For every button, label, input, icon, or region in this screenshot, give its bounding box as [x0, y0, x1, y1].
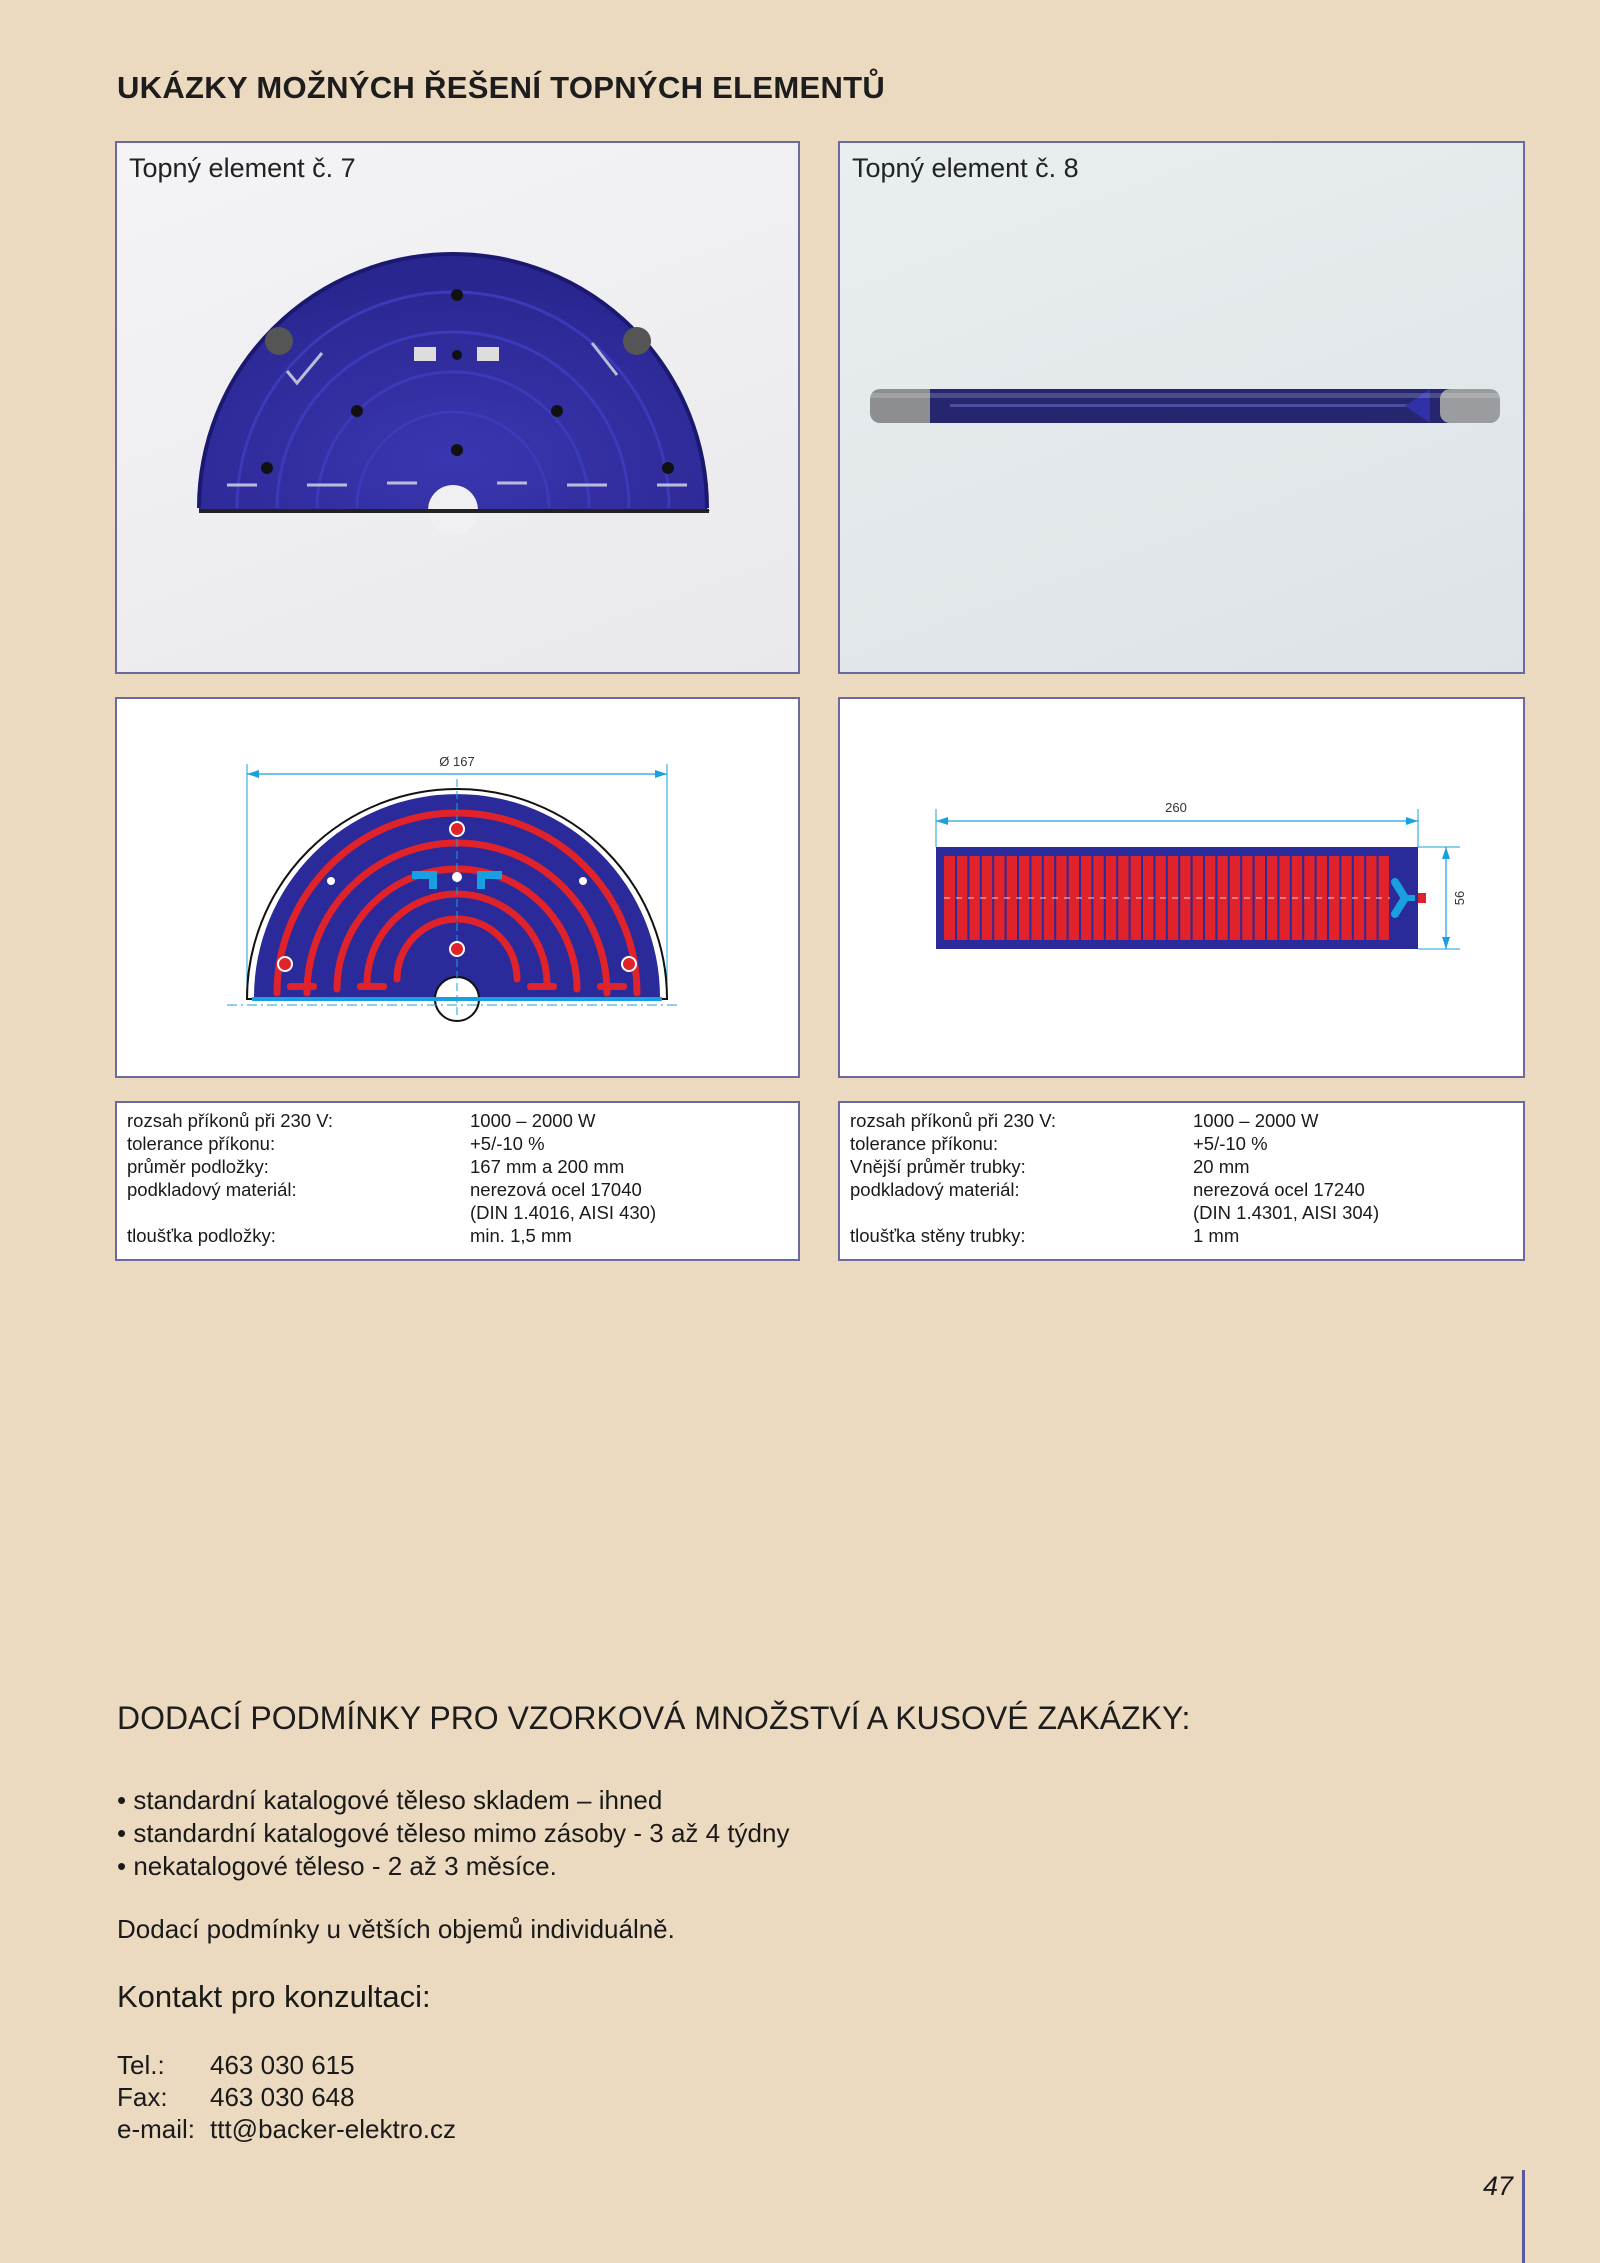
spec-label: tolerance příkonu:	[850, 1133, 999, 1154]
list-item: • nekatalogové těleso - 2 až 3 měsíce.	[117, 1851, 557, 1881]
fax-value: 463 030 648	[210, 2082, 355, 2112]
semicircle-heater-drawing	[117, 699, 798, 1076]
tube-heater-photo	[840, 143, 1523, 672]
spec-value: nerezová ocel 17240	[1193, 1179, 1365, 1200]
spec-row	[850, 1201, 1513, 1224]
delivery-list	[117, 1784, 789, 1883]
page-number: 47	[1483, 2171, 1514, 2201]
spec-row	[850, 1155, 1513, 1178]
email-link[interactable]: ttt@backer-elektro.cz	[210, 2114, 457, 2144]
spec-value: 1000 – 2000 W	[1193, 1110, 1319, 1131]
spec-label: podkladový materiál:	[127, 1179, 297, 1200]
spec-label: rozsah příkonů při 230 V:	[127, 1110, 334, 1131]
spec-row	[850, 1224, 1513, 1247]
spec-value: +5/-10 %	[1193, 1133, 1268, 1154]
spec-row	[127, 1178, 788, 1201]
list-item: • standardní katalogové těleso mimo zásoby - 3 až 4 týdny	[117, 1818, 790, 1848]
spec-table-element-7	[115, 1101, 800, 1261]
spec-value: (DIN 1.4016, AISI 430)	[470, 1202, 657, 1223]
contact-label: Tel.:	[117, 2050, 165, 2080]
spec-label: tloušťka podložky:	[127, 1225, 276, 1246]
page-title: UKÁZKY MOŽNÝCH ŘEŠENÍ TOPNÝCH ELEMENTŮ	[117, 70, 886, 105]
spec-value: 1000 – 2000 W	[470, 1110, 596, 1131]
photo-element-7	[115, 141, 800, 674]
contact-label: Fax:	[117, 2082, 168, 2112]
contact-row-phone	[117, 2049, 456, 2081]
photo-caption: Topný element č. 7	[129, 153, 356, 183]
spec-label: rozsah příkonů při 230 V:	[850, 1110, 1057, 1131]
spec-row	[850, 1109, 1513, 1132]
width-label: 260	[1165, 800, 1187, 815]
spec-value: +5/-10 %	[470, 1133, 545, 1154]
diameter-label: Ø 167	[439, 754, 475, 769]
spec-row	[850, 1132, 1513, 1155]
contact-label: e-mail:	[117, 2114, 196, 2144]
spec-label	[127, 1201, 470, 1224]
tube-heater-drawing	[840, 699, 1523, 1076]
spec-value: nerezová ocel 17040	[470, 1179, 642, 1200]
spec-label: tloušťka stěny trubky:	[850, 1225, 1026, 1246]
spec-label: průměr podložky:	[127, 1156, 269, 1177]
page-rule	[1522, 2170, 1525, 2263]
spec-value: (DIN 1.4301, AISI 304)	[1193, 1202, 1380, 1223]
delivery-heading: DODACÍ PODMÍNKY PRO VZORKOVÁ MNOŽSTVÍ A KUSOVÉ ZAKÁZKY:	[117, 1700, 1191, 1736]
list-item: • standardní katalogové těleso skladem – ihned	[117, 1785, 663, 1815]
spec-label	[850, 1201, 1193, 1224]
drawing-element-8	[838, 697, 1525, 1078]
height-label: 56	[1452, 890, 1467, 906]
photo-element-8	[838, 141, 1525, 674]
spec-row	[127, 1155, 788, 1178]
spec-row	[127, 1224, 788, 1247]
contact-heading: Kontakt pro konzultaci:	[117, 1979, 431, 2014]
spec-value: 20 mm	[1193, 1156, 1250, 1177]
photo-caption: Topný element č. 8	[852, 153, 1079, 183]
spec-label: Vnější průměr trubky:	[850, 1156, 1026, 1177]
spec-value: 1 mm	[1193, 1225, 1240, 1246]
contact-row-fax	[117, 2081, 456, 2113]
spec-value: min. 1,5 mm	[470, 1225, 572, 1246]
contact-list	[117, 2049, 456, 2145]
spec-row	[127, 1109, 788, 1132]
contact-row-email	[117, 2113, 456, 2145]
spec-value: 167 mm a 200 mm	[470, 1156, 625, 1177]
spec-table-element-8	[838, 1101, 1525, 1261]
spec-label: tolerance příkonu:	[127, 1133, 276, 1154]
spec-label: podkladový materiál:	[850, 1179, 1020, 1200]
spec-row	[850, 1178, 1513, 1201]
delivery-note: Dodací podmínky u větších objemů individuálně.	[117, 1914, 675, 1944]
spec-row	[127, 1201, 788, 1224]
phone-value[interactable]: 463 030 615	[210, 2050, 355, 2080]
spec-row	[127, 1132, 788, 1155]
drawing-element-7	[115, 697, 800, 1078]
semicircle-heater-photo	[117, 143, 798, 672]
